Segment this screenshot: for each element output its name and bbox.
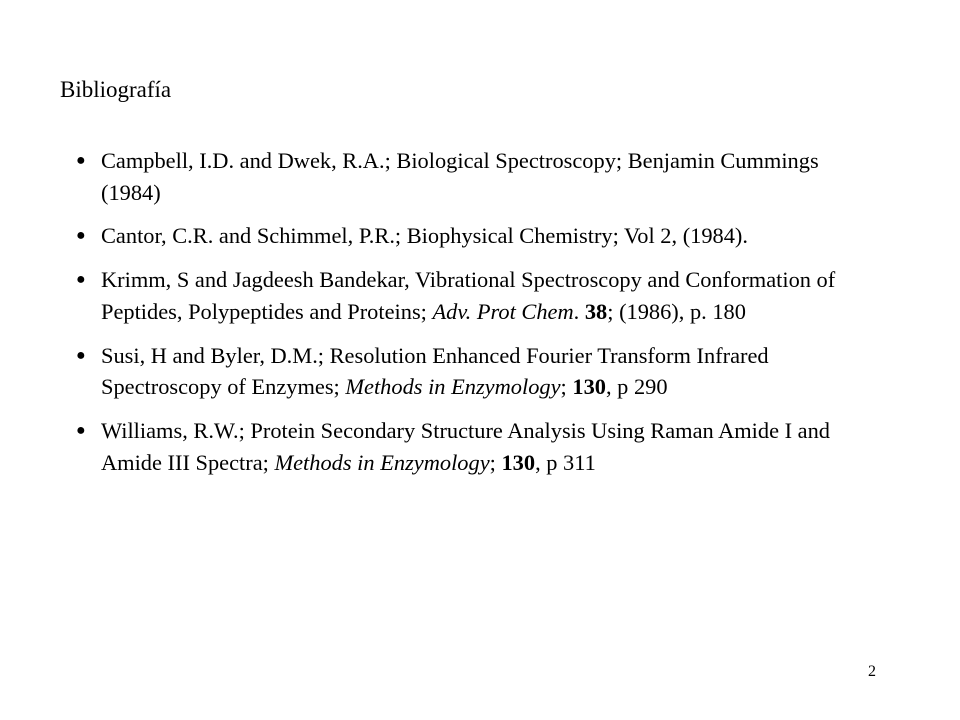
reference-list xyxy=(76,145,876,490)
reference-text-segment: Krimm, S and Jagdeesh Bandekar, Vibrational Spectroscopy and Conformation of Peptides, Polypeptides and Proteins; xyxy=(101,267,836,324)
reference-text-segment: Methods in Enzymology xyxy=(345,374,561,400)
reference-item xyxy=(76,415,876,478)
reference-text-segment: , p 290 xyxy=(605,374,668,400)
reference-item xyxy=(76,264,876,327)
reference-text-segment: Methods in Enzymology xyxy=(274,449,490,475)
page-number: 2 xyxy=(868,663,876,680)
reference-text-segment: Susi, H and Byler, D.M.; Resolution Enhanced Fourier Transform Infrared Spectroscopy of Enzymes; xyxy=(101,342,769,400)
reference-text-segment: ; (1986), p. 180 xyxy=(607,298,746,324)
bullet-dot-icon: ● xyxy=(76,421,86,439)
reference-text-segment: 38 xyxy=(584,298,608,324)
reference-text-segment: Williams, R.W.; Protein Secondary Structure Analysis Using Raman Amide I and Amide III Spectra; xyxy=(101,417,830,475)
bullet-dot-icon: ● xyxy=(76,346,86,364)
reference-text-segment: Adv. Prot Chem xyxy=(432,298,574,324)
reference-text-segment: 130 xyxy=(501,449,536,475)
bullet-dot-icon: ● xyxy=(76,271,86,289)
reference-text-segment: . xyxy=(573,298,585,324)
reference-text-segment: 130 xyxy=(572,374,606,400)
reference-item xyxy=(76,340,876,403)
reference-text-segment: ; xyxy=(560,374,573,400)
reference-text-segment: , p 311 xyxy=(535,449,596,475)
bullet-dot-icon: ● xyxy=(76,152,86,169)
reference-text-segment: Cantor, C.R. and Schimmel, P.R.; Biophysical Chemistry; Vol 2, (1984). xyxy=(101,223,748,249)
reference-item xyxy=(76,145,876,208)
bullet-dot-icon: ● xyxy=(76,227,86,245)
page-title: Bibliografía xyxy=(60,77,172,102)
reference-text-segment: ; xyxy=(489,449,502,475)
reference-text-segment: Campbell, I.D. and Dwek, R.A.; Biological Spectroscopy; Benjamin Cummings (1984) xyxy=(101,148,819,205)
reference-item xyxy=(76,220,876,252)
